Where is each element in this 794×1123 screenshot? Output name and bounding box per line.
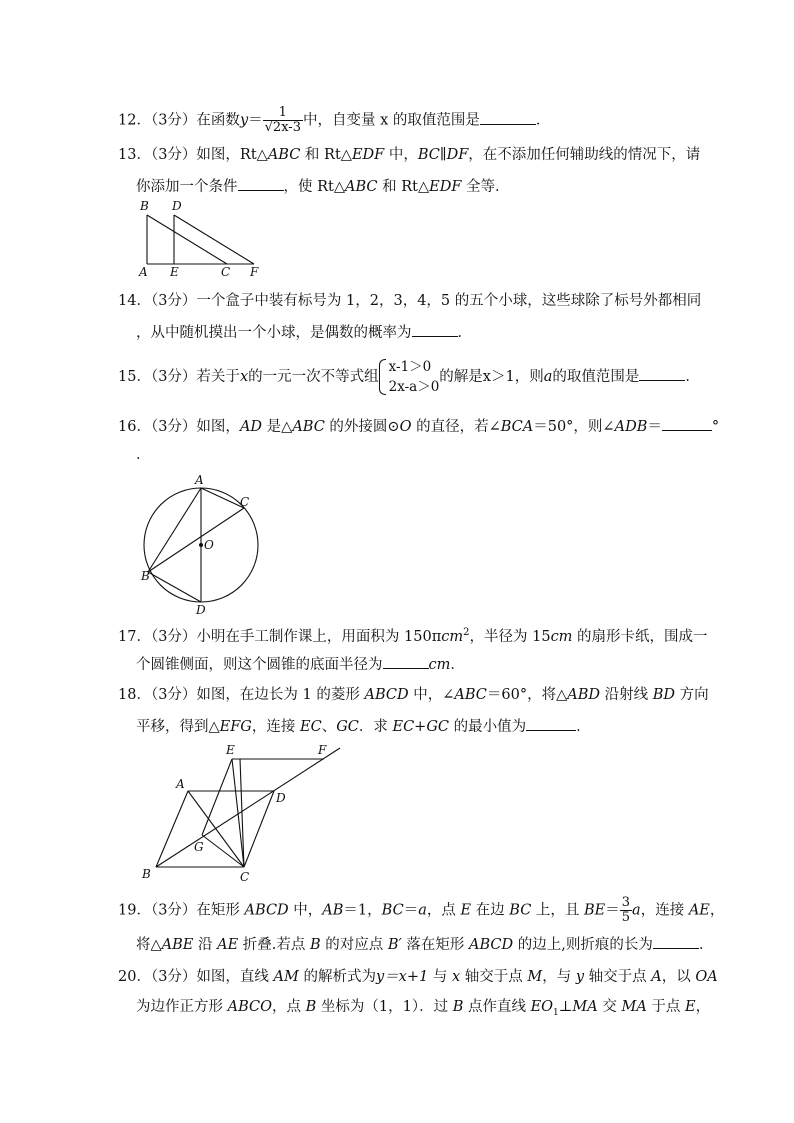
answer-blank	[639, 366, 685, 381]
answer-blank	[238, 176, 284, 191]
fraction: $\frac{1}{√2x-3}$	[264, 105, 301, 135]
q14-line-1: 14．（3分）一个盒子中装有标号为 1，2，3，4，5 的五个小球，这些球除了标号外都相同	[118, 293, 702, 309]
q16-circle-figure	[136, 472, 266, 618]
q19-line-1: 19．（3分）在矩形 ABCD 中，AB＝1，BC＝a，点 E 在边 BC 上，且 BE＝ $\frac{3}{5}$ a，连接 AE，	[118, 895, 725, 925]
q13-triangles-figure	[130, 196, 270, 280]
label-B: B	[142, 867, 151, 881]
var-y: y	[239, 112, 249, 129]
q13-line-1: 13．（3分）如图，Rt△ABC 和 Rt△EDF 中，BC∥DF，在不添加任何辅助线的情况下，请	[118, 147, 701, 163]
q18-line-2: 平移，得到△EFG，连接 EC、GC．求 EC+GC 的最小值为 ．	[136, 716, 591, 736]
q18-line-1: 18．（3分）如图，在边长为 1 的菱形 ABCD 中，∠ABC＝60°，将△ABD 沿射线 BD 方向	[118, 687, 709, 703]
q17-line-2: 个圆锥侧面，则这个圆锥的底面半径为 cm．	[136, 654, 465, 674]
answer-blank	[526, 716, 576, 731]
answer-blank	[662, 416, 712, 431]
inequality-system: x-1＞0 2x-a＞0	[379, 357, 440, 397]
q12-line: 12．（3分）在函数y＝ $\frac{1}{√2x-3}$ 中，自变量 x 的取值范围是 ．	[118, 105, 551, 135]
label-D: D	[196, 603, 206, 617]
label-F: F	[318, 743, 327, 757]
label-D: D	[276, 791, 286, 805]
label-B: B	[140, 199, 149, 213]
label-F: F	[250, 265, 259, 279]
q15-line: 15．（3分）若关于x的一元一次不等式组 x-1＞0 2x-a＞0 的解是x＞1，则a的取值范围是 ．	[118, 359, 700, 395]
label-E: E	[226, 743, 235, 757]
q20-line-2: 为边作正方形 ABCO，点 B 坐标为（1，1）．过 B 点作直线 $EO_1\perp MA$ 交 MA 于点 E，	[136, 999, 711, 1018]
q14-line-2: ，从中随机摸出一个小球，是偶数的概率为 ．	[136, 322, 472, 342]
label-G: G	[194, 840, 204, 854]
q17-line-1: 17．（3分）小明在手工制作课上，用面积为 150πcm$^2$，半径为 15cm 的扇形卡纸，围成一	[118, 627, 708, 645]
answer-blank	[383, 654, 429, 669]
q16-line-2: ．	[136, 447, 151, 463]
label-A: A	[195, 473, 204, 487]
label-A: A	[139, 265, 148, 279]
q19-line-2: 将△ABE 沿 AE 折叠.若点 B 的对应点 B′ 落在矩形 ABCD 的边上,则折痕的长为 ．	[136, 934, 713, 954]
label-O: O	[204, 538, 214, 552]
q18-rhombus-figure	[136, 740, 356, 885]
label-A: A	[176, 777, 185, 791]
q13-line-2: 你添加一个条件 ，使 Rt△ABC 和 Rt△EDF 全等．	[136, 176, 510, 196]
label-C: C	[240, 495, 250, 509]
q16-line-1: 16．（3分）如图，AD 是△ABC 的外接圆⊙O 的直径，若∠BCA＝50°，则∠ADB＝ °	[118, 416, 719, 436]
q20-line-1: 20．（3分）如图，直线 AM 的解析式为y＝x+1 与 x 轴交于点 M，与 y 轴交于点 A，以 OA	[118, 969, 718, 985]
answer-blank	[480, 110, 536, 125]
label-D: D	[172, 199, 182, 213]
label-E: E	[170, 265, 179, 279]
answer-blank	[653, 934, 699, 949]
label-C: C	[240, 870, 250, 884]
label-B: B	[141, 569, 150, 583]
answer-blank	[412, 322, 458, 337]
fraction: $\frac{3}{5}$	[621, 895, 631, 925]
label-C: C	[221, 265, 231, 279]
